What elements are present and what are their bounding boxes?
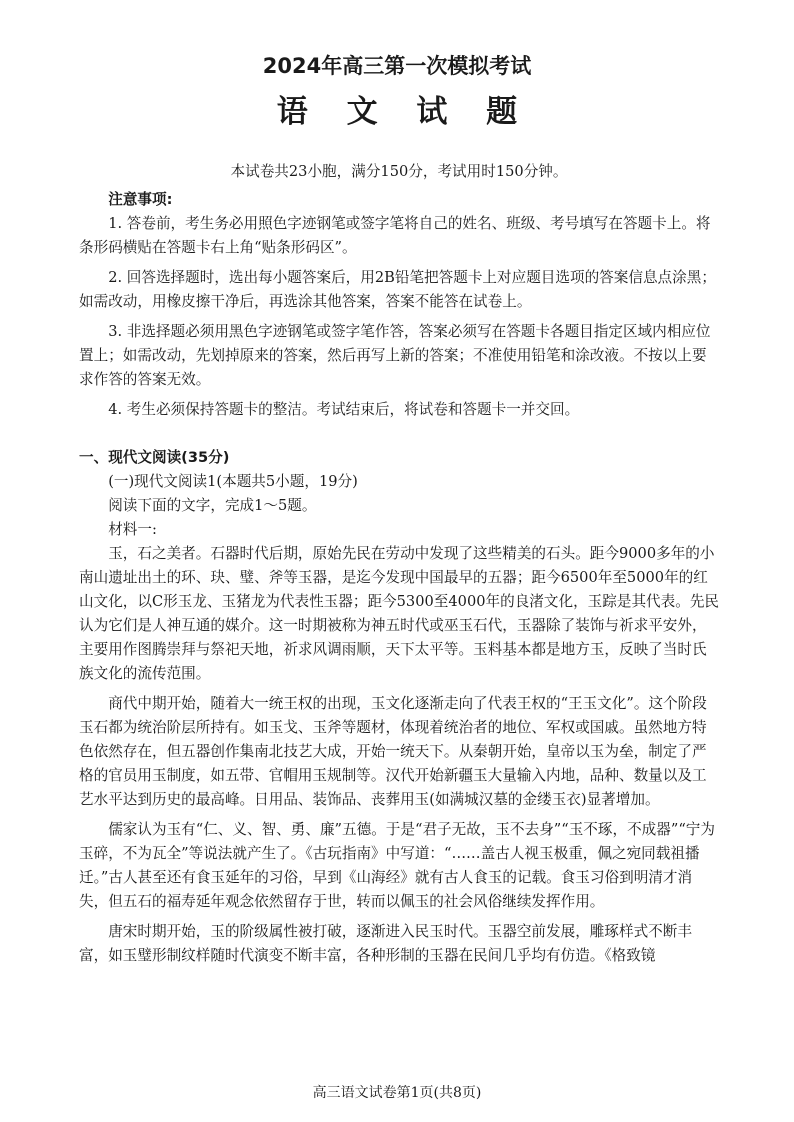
notice-item-1: 1. 答卷前，考生务必用照色字迹钢笔或签字笔将自己的姓名、班级、考号填写在答题卡上。将条形码横贴在答题卡右上角“贴条形码区”。: [79, 215, 711, 256]
exam-intro: 本试卷共23小胞，满分150分，考试用时150分钟。: [230, 163, 568, 180]
page-footer: 高三语文试卷第1页(共8页): [312, 1085, 482, 1101]
material-paragraph-2: 商代中期开始，随着大一统王权的出现，玉文化逐渐走向了代表王权的“王玉文化”。这个阶段玉石都为统治阶层所持有。如玉戈、玉斧等题材，体现着统治者的地位、军权或国戚。虽然地方特色依然存在，但五器创作集南北技艺大成，开始一统天下。从秦朝开始，皇帝以玉为垒，制定了严格的官员用玉制度，如五带、官帽用玉规制等。汉代开始新疆玉大量输入内地，品种、数量以及工艺水平达到历史的最高峰。日用品、装饰品、丧葬用玉(如满城汉墓的金缕玉衣)显著增加。: [79, 695, 707, 808]
reading-instruction: 阅读下面的文字，完成1～5题。: [108, 497, 317, 514]
exam-title: 2024年高三第一次模拟考试: [262, 54, 532, 78]
material-label: 材料一:: [108, 521, 157, 538]
section-subheading: (一)现代文阅读1(本题共5小题，19分): [108, 473, 358, 490]
notice-item-2: 2. 回答选择题时，选出每小题答案后，用2B铅笔把答题卡上对应题目选项的答案信息点涂黑；如需改动，用橡皮擦干净后，再选涂其他答案，答案不能答在试卷上。: [79, 269, 716, 310]
subject-title: 语 文 试 题: [276, 94, 532, 130]
notice-heading: 注意事项:: [108, 191, 173, 208]
material-paragraph-4: 唐宋时期开始，玉的阶级属性被打破，逐渐进入民玉时代。玉器空前发展，雕琢样式不断丰富，如玉璧形制纹样随时代演变不断丰富，各种形制的玉器在民间几乎均有仿造。《格致镜: [79, 923, 692, 964]
notice-item-4: 4. 考生必须保持答题卡的整洁。考试结束后，将试卷和答题卡一并交回。: [108, 401, 580, 418]
material-paragraph-1: 玉，石之美者。石器时代后期，原始先民在劳动中发现了这些精美的石头。距今9000多年的小南山遗址出土的环、玦、璧、斧等玉器，是迄今发现中国最早的五器；距今6500年至5000年的红山文化，以C形玉龙、玉猪龙为代表性玉器；距今5300至4000年的良渚文化，玉踪是其代表。先民认为它们是人神互通的媒介。这一时期被称为神五时代或巫玉石代，玉器除了装饰与祈求平安外，主要用作图腾崇拜与祭祀天地，祈求风调雨顺，天下太平等。玉料基本都是地方玉，反映了当时氏族文化的流传范围。: [79, 545, 720, 682]
page-content: [79, 160, 719, 968]
notice-item-3: 3. 非选择题必须用黑色字迹钢笔或签字笔作答，答案必须写在答题卡各题目指定区域内相应位置上；如需改动，先划掉原来的答案，然后再写上新的答案；不准使用铅笔和涂改液。不按以上要求作答的答案无效。: [79, 323, 711, 388]
material-paragraph-3: 儒家认为玉有“仁、义、智、勇、廉”五德。于是“君子无故，玉不去身”“玉不琢，不成器”“宁为玉碎，不为瓦全”等说法就产生了。《古玩指南》中写道：“……盖古人视玉极重，佩之宛同载祖播迁。”古人甚至还有食玉延年的习俗，早到《山海经》就有古人食玉的记载。食玉习俗到明清才消失，但五石的福寿延年观念依然留存于世，转而以佩玉的社会风俗继续发挥作用。: [79, 821, 715, 910]
section-heading: 一、现代文阅读(35分): [79, 449, 230, 466]
